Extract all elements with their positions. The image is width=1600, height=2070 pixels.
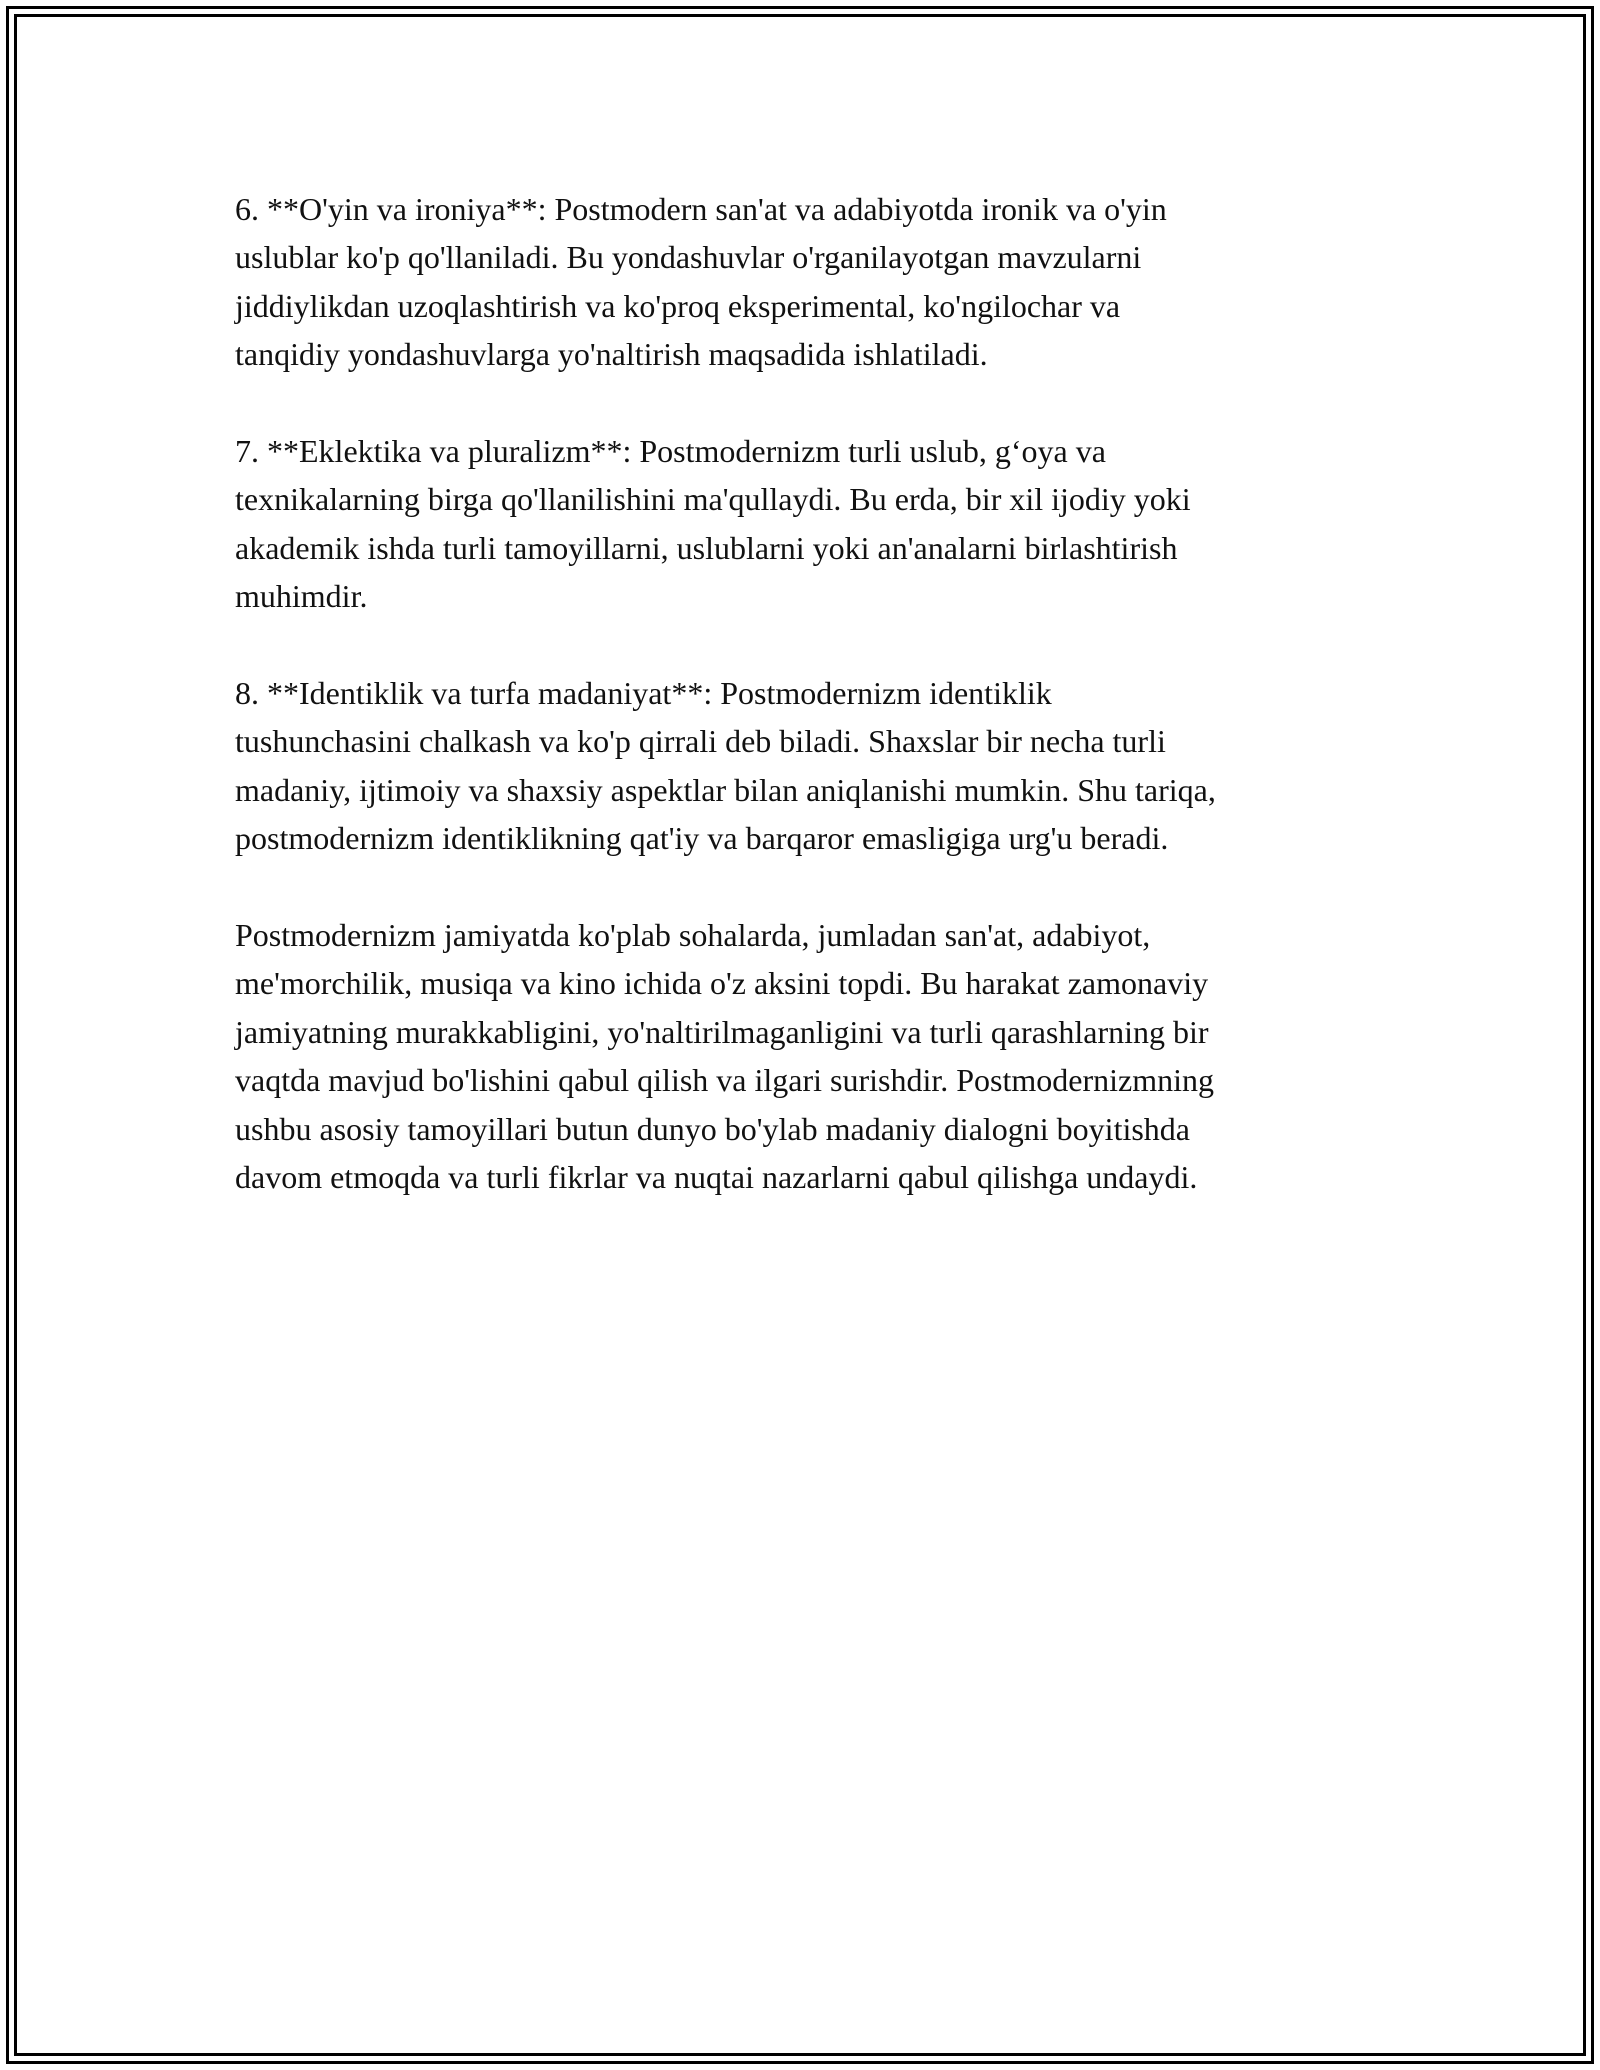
- paragraph-identiklik-va-turfa-madaniyat: 8. **Identiklik va turfa madaniyat**: Postmodernizm identiklik tushunchasini chalkash va ko'p qirrali deb biladi. Shaxslar bir necha turli madaniy, ijtimoiy va shaxsiy aspektlar bilan aniqlanishi mumkin. Shu tariqa, postmodernizm identiklikning qat'iy va barqaror emasligiga urg'u beradi.: [235, 675, 1216, 857]
- paragraph-conclusion: Postmodernizm jamiyatda ko'plab sohalarda, jumladan san'at, adabiyot, me'morchilik, musiqa va kino ichida o'z aksini topdi. Bu harakat zamonaviy jamiyatning murakkabligini, yo'naltirilmaganligini va turli qarashlarning bir vaqtda mavjud bo'lishini qabul qilish va ilgari surishdir. Postmodernizmning ushbu asosiy tamoyillari butun dunyo bo'ylab madaniy dialogni boyitishda davom etmoqda va turli fikrlar va nuqtai nazarlarni qabul qilishga undaydi.: [235, 917, 1215, 1196]
- document-body: [235, 185, 1375, 1250]
- paragraph-eklektika-va-pluralizm: 7. **Eklektika va pluralizm**: Postmodernizm turli uslub, g‘oya va texnikalarning birga qo'llanilishini ma'qullaydi. Bu erda, bir xil ijodiy yoki akademik ishda turli tamoyillarni, uslublarni yoki an'analarni birlashtirish muhimdir.: [235, 433, 1191, 615]
- paragraph-oyin-va-ironiya: 6. **O'yin va ironiya**: Postmodern san'at va adabiyotda ironik va o'yin uslublar ko'p qo'llaniladi. Bu yondashuvlar o'rganilayotgan mavzularni jiddiylikdan uzoqlashtirish va ko'proq eksperimental, ko'ngilochar va tanqidiy yondashuvlarga yo'naltirish maqsadida ishlatiladi.: [235, 191, 1167, 373]
